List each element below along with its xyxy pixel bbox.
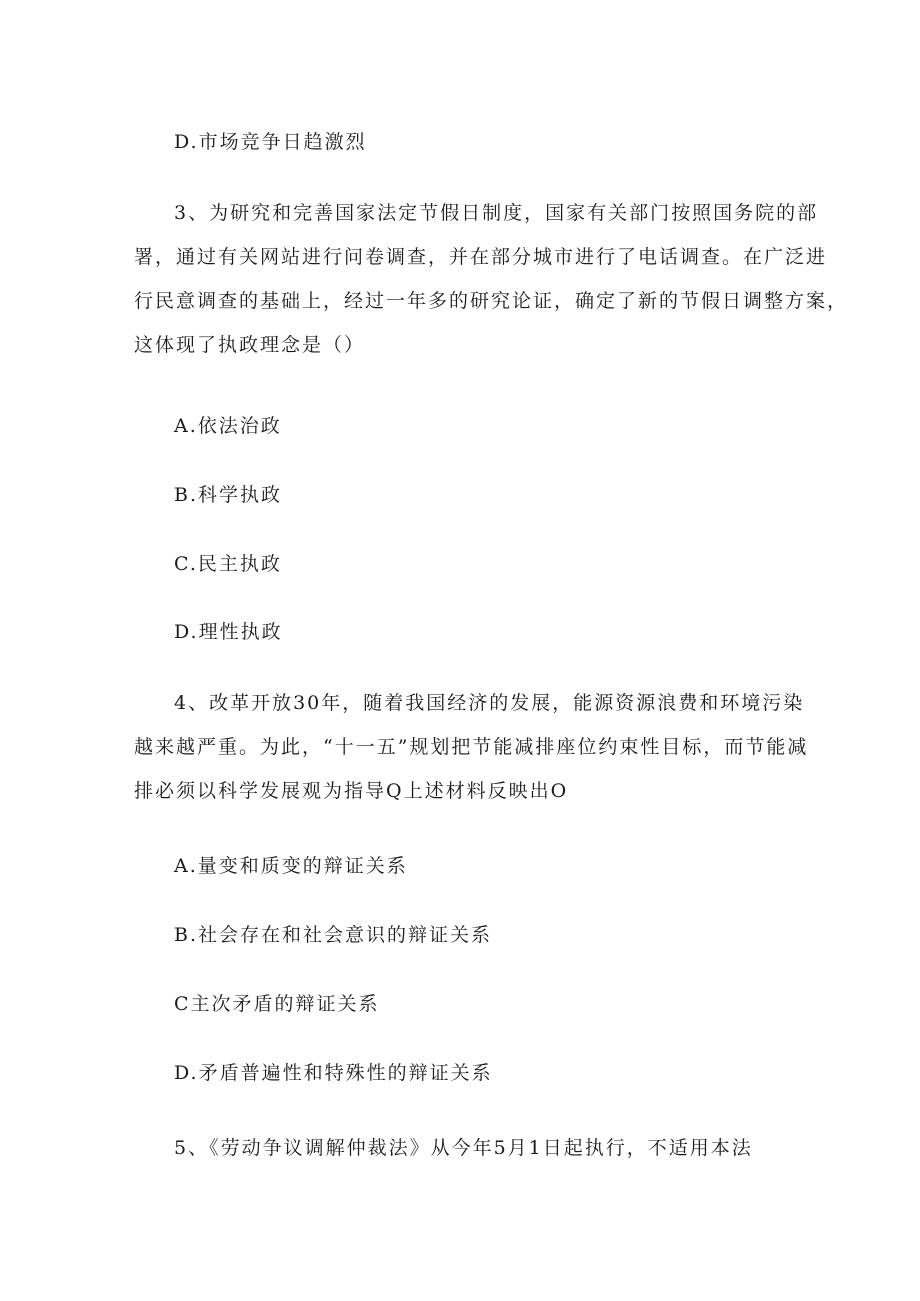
q3-text-line-4: 这体现了执政理念是（） — [134, 334, 366, 356]
q4-text-line-1: 4、改革开放30年，随着我国经济的发展，能源资源浪费和环境污染 — [174, 692, 805, 714]
q3-text-line-2: 署，通过有关网站进行问卷调查，并在部分城市进行了电话调查。在广泛进 — [134, 246, 828, 268]
q3-text-line-1: 3、为研究和完善国家法定节假日制度，国家有关部门按照国务院的部 — [174, 202, 819, 224]
q4-text-line-3: 排必须以科学发展观为指导Q上述材料反映出O — [134, 780, 569, 802]
q2-option-d: D.市场竞争日趋激烈 — [174, 131, 367, 153]
q4-option-d: D.矛盾普遍性和特殊性的辩证关系 — [174, 1062, 493, 1084]
q3-option-b: B.科学执政 — [174, 484, 283, 506]
q3-text-line-3: 行民意调查的基础上，经过一年多的研究论证，确定了新的节假日调整方案， — [134, 290, 849, 312]
q4-text-line-2: 越来越严重。为此，“十一五”规划把节能减排座位约束性目标，而节能减 — [134, 736, 809, 758]
q5-text-line-1: 5、《劳动争议调解仲裁法》从今年5月1日起执行，不适用本法 — [174, 1137, 753, 1159]
q4-option-c: C主次矛盾的辩证关系 — [174, 993, 380, 1015]
q3-option-a: A.依法治政 — [174, 415, 282, 437]
q4-option-a: A.量变和质变的辩证关系 — [174, 855, 408, 877]
q4-option-b: B.社会存在和社会意识的辩证关系 — [174, 924, 493, 946]
q3-option-c: C.民主执政 — [174, 553, 282, 575]
q3-option-d: D.理性执政 — [174, 621, 283, 643]
